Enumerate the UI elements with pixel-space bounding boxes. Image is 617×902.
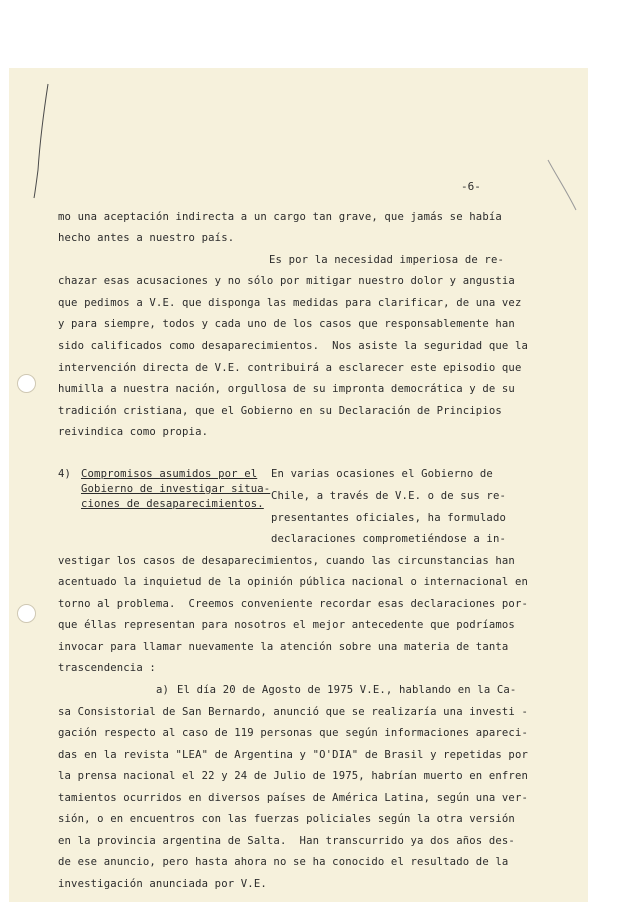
text-line: vestigar los casos de desaparecimientos, cuando las circunstancias han bbox=[58, 555, 515, 567]
text-line: trascendencia : bbox=[58, 662, 156, 674]
text-line: y para siempre, todos y cada uno de los casos que responsablemente han bbox=[58, 318, 515, 330]
text-line: En varias ocasiones el Gobierno de bbox=[271, 468, 493, 480]
text-line: presentantes oficiales, ha formulado bbox=[271, 512, 507, 524]
text-line: que pedimos a V.E. que disponga las medidas para clarificar, de una vez bbox=[58, 297, 522, 309]
text-line: de ese anuncio, pero hasta ahora no se ha conocido el resultado de la bbox=[58, 856, 509, 868]
text-line: chazar esas acusaciones y no sólo por mitigar nuestro dolor y angustia bbox=[58, 275, 515, 287]
text-line: sido calificados como desaparecimientos. Nos asiste la seguridad que la bbox=[58, 340, 529, 352]
section-number: 4) bbox=[58, 468, 72, 480]
text-line: sión, o en encuentros con las fuerzas policiales según la otra versión bbox=[58, 813, 515, 825]
text-line: gación respecto al caso de 119 personas que según informaciones apareci- bbox=[58, 727, 529, 739]
text-line: humilla a nuestra nación, orgullosa de su impronta democrática y de su bbox=[58, 383, 515, 395]
text-line: El día 20 de Agosto de 1975 V.E., hablando en la Ca- bbox=[177, 684, 517, 696]
text-line: torno al problema. Creemos conveniente recordar esas declaraciones por- bbox=[58, 598, 529, 610]
paragraph-first-line: Es por la necesidad imperiosa de re- bbox=[269, 254, 505, 266]
text-line: tamientos ocurridos en diversos países de América Latina, según una ver- bbox=[58, 792, 529, 804]
text-line: das en la revista "LEA" de Argentina y "O'DIA" de Brasil y repetidas por bbox=[58, 749, 529, 761]
text-line: declaraciones comprometiéndose a in- bbox=[271, 533, 507, 545]
text-line: la prensa nacional el 22 y 24 de Julio de 1975, habrían muerto en enfren bbox=[58, 770, 529, 782]
text-line: Chile, a través de V.E. o de sus re- bbox=[271, 490, 507, 502]
text-line: acentuado la inquietud de la opinión pública nacional o internacional en bbox=[58, 576, 529, 588]
text-line: tradición cristiana, que el Gobierno en su Declaración de Principios bbox=[58, 405, 502, 417]
section-heading: Gobierno de investigar situa- bbox=[81, 483, 271, 495]
section-heading: ciones de desaparecimientos. bbox=[81, 498, 264, 510]
page-number: -6- bbox=[461, 180, 481, 193]
text-line: invocar para llamar nuevamente la atención sobre una materia de tanta bbox=[58, 641, 509, 653]
text-line: investigación anunciada por V.E. bbox=[58, 878, 267, 890]
text-line: sa Consistorial de San Bernardo, anunció que se realizaría una investi - bbox=[58, 706, 529, 718]
text-line: hecho antes a nuestro país. bbox=[58, 232, 235, 244]
text-line: intervención directa de V.E. contribuirá a esclarecer este episodio que bbox=[58, 362, 522, 374]
item-label: a) bbox=[156, 684, 170, 696]
text-line: que éllas representan para nosotros el mejor antecedente que podríamos bbox=[58, 619, 515, 631]
text-line: mo una aceptación indirecta a un cargo tan grave, que jamás se había bbox=[58, 211, 502, 223]
text-line: reivindica como propia. bbox=[58, 426, 209, 438]
text-line: en la provincia argentina de Salta. Han transcurrido ya dos años des- bbox=[58, 835, 515, 847]
section-heading: Compromisos asumidos por el bbox=[81, 468, 258, 480]
